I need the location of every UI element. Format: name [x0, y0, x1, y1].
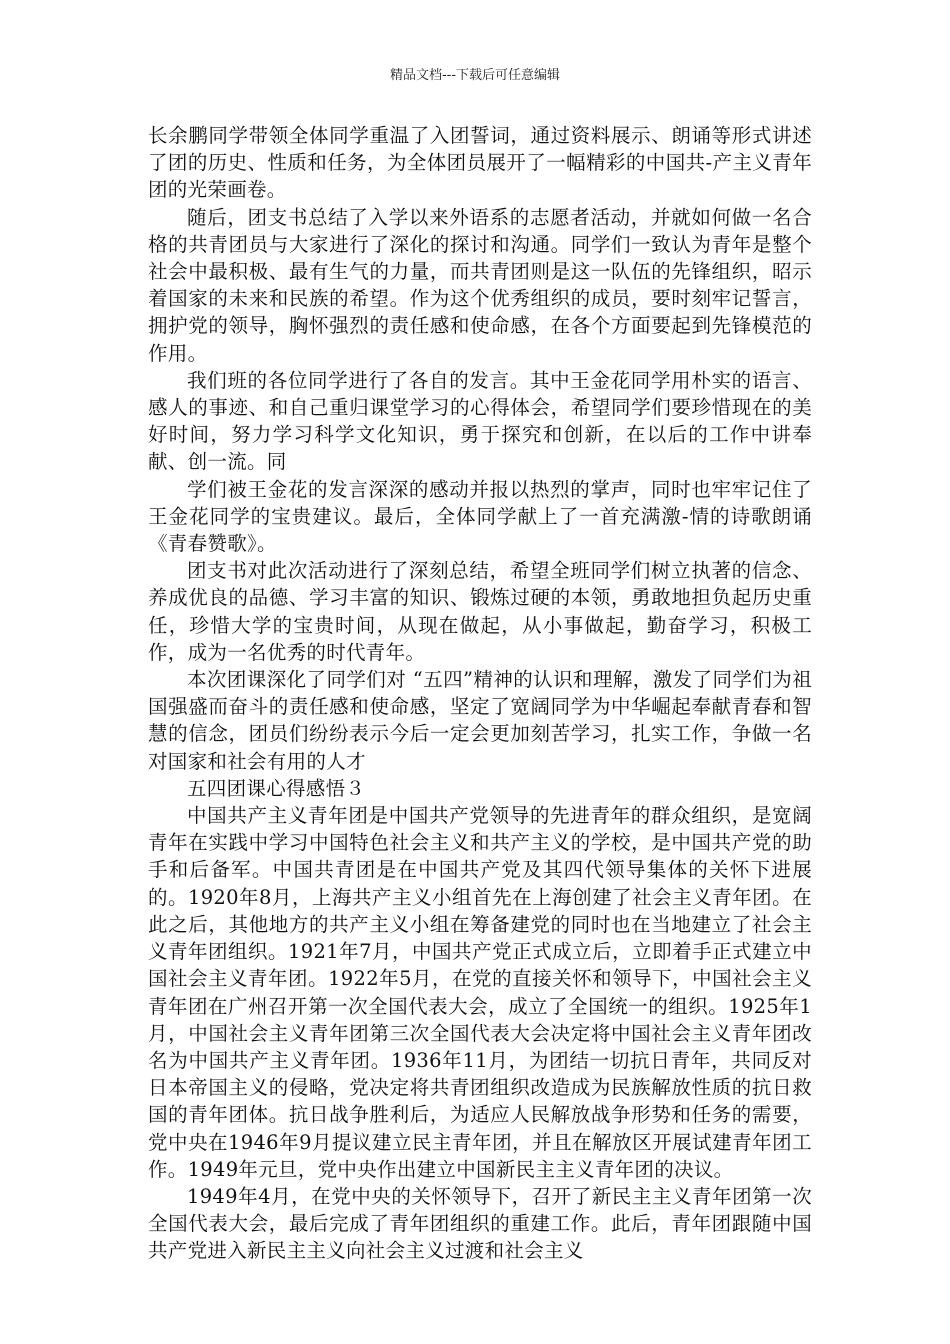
- paragraph: 学们被王金花的发言深深的感动并报以热烈的掌声，同时也牢牢记住了王金花同学的宝贵建议。最后，全体同学献上了一首充满激-情的诗歌朗诵《青春赞歌》。: [148, 477, 812, 556]
- document-body: [148, 122, 812, 1265]
- paragraph: 中国共产主义青年团是中国共产党领导的先进青年的群众组织，是宽阔青年在实践中学习中国特色社会主义和共产主义的学校，是中国共产党的助手和后备军。中国共青团是在中国共产党及其四代领导集体的关怀下进展的。1920年8月，上海共产主义小组首先在上海创建了社会主义青年团。在此之后，其他地方的共产主义小组在筹备建党的同时也在当地建立了社会主义青年团组织。1921年7月，中国共产党正式成立后，立即着手正式建立中国社会主义青年团。1922年5月，在党的直接关怀和领导下，中国社会主义青年团在广州召开第一次全国代表大会，成立了全国统一的组织。1925年1月，中国社会主义青年团第三次全国代表大会决定将中国社会主义青年团改名为中国共产主义青年团。1936年11月，为团结一切抗日青年，共同反对日本帝国主义的侵略，党决定将共青团组织改造成为民族解放性质的抗日救国的青年团体。抗日战争胜利后，为适应人民解放战争形势和任务的需要，党中央在1946年9月提议建立民主青年团，并且在解放区开展试建青年团工作。1949年元旦，党中央作出建立中国新民主主义青年团的决议。: [148, 804, 812, 1181]
- paragraph: 随后，团支书总结了入学以来外语系的志愿者活动，并就如何做一名合格的共青团员与大家进行了深化的探讨和沟通。同学们一致认为青年是整个社会中最积极、最有生气的力量，而共青团则是这一队伍的先锋组织，昭示着国家的未来和民族的希望。作为这个优秀组织的成员，要时刻牢记誓言，拥护党的领导，胸怀强烈的责任感和使命感，在各个方面要起到先锋模范的作用。: [148, 205, 812, 365]
- paragraph: 我们班的各位同学进行了各自的发言。其中王金花同学用朴实的语言、感人的事迹、和自己重归课堂学习的心得体会，希望同学们要珍惜现在的美好时间，努力学习科学文化知识，勇于探究和创新，在以后的工作中讲奉献、创一流。同: [148, 368, 812, 474]
- paragraph: 团支书对此次活动进行了深刻总结，希望全班同学们树立执著的信念、养成优良的品德、学习丰富的知识、锻炼过硬的本领，勇敢地担负起历史重任，珍惜大学的宝贵时间，从现在做起，从小事做起，勤奋学习，积极工作，成为一名优秀的时代青年。: [148, 559, 812, 664]
- paragraph: 1949年4月，在党中央的关怀领导下，召开了新民主主义青年团第一次全国代表大会，最后完成了青年团组织的重建工作。此后，青年团跟随中国共产党进入新民主主义向社会主义过渡和社会主义: [148, 1184, 812, 1263]
- paragraph: 本次团课深化了同学们对 “五四”精神的认识和理解，激发了同学们为祖国强盛而奋斗的责任感和使命感，坚定了宽阔同学为中华崛起奉献青春和智慧的信念，团员们纷纷表示今后一定会更加刻苦学习，扎实工作，争做一名对国家和社会有用的人才: [148, 668, 812, 773]
- section-heading: 五四团课心得感悟３: [187, 776, 366, 800]
- paragraph: 长余鹏同学带领全体同学重温了入团誓词，通过资料展示、朗诵等形式讲述了团的历史、性质和任务，为全体团员展开了一幅精彩的中国共-产主义青年团的光荣画卷。: [148, 124, 812, 202]
- page-header: 精品文档---下载后可任意编辑: [389, 68, 561, 83]
